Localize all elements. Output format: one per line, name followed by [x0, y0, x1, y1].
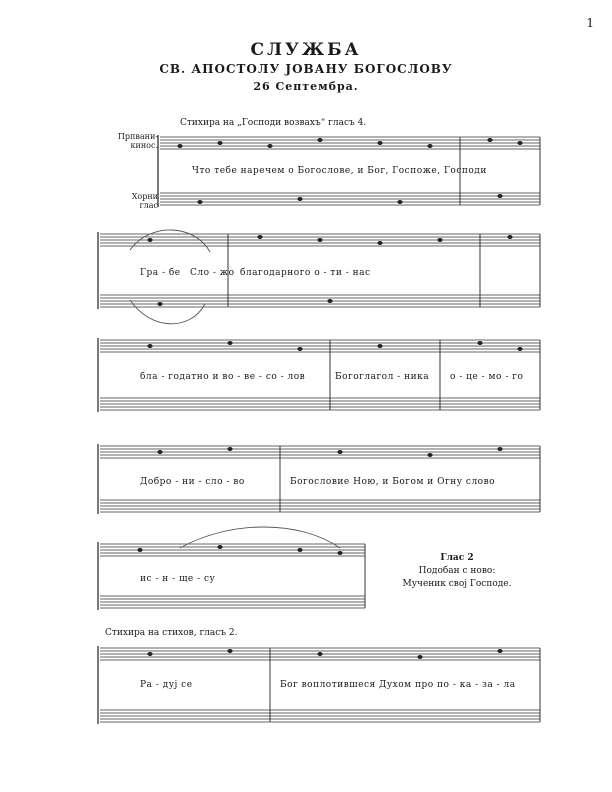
lyric-line-6a: Ра - дуј се — [140, 680, 193, 690]
lyric-line-3a: бла - годатно и во - ве - со - лов — [140, 372, 306, 382]
stichera-heading: Стихира на стихов, гласъ 2. — [105, 628, 238, 638]
page-title: СЛУЖБА — [250, 40, 362, 60]
page-subtitle: СВ. АПОСТОЛУ ЈОВАНУ БОГОСЛОВУ — [159, 62, 453, 76]
voice-label-bottom-line2: глас — [139, 201, 158, 210]
voice-label-top-line1: Прпвани- — [117, 132, 158, 141]
lyric-line-4b: Богословие Ною, и Богом и Огну слово — [290, 477, 496, 487]
lyric-line-3b: Богоглагол - ника — [335, 372, 430, 382]
sticheron-heading: Стихира на „Господи возвахъ“ гласъ 4. — [180, 118, 367, 128]
feast-date: 26 Септембра. — [253, 80, 359, 93]
lyric-line-5: ис - н - ще - су — [140, 574, 216, 584]
voice-label-top-line2: кинос. — [130, 141, 158, 150]
glas-podoban: Подобан с ново: — [418, 566, 496, 576]
lyric-line-2a: Гра - бе — [140, 268, 181, 278]
lyric-line-2b: Сло - жо — [190, 268, 235, 278]
glas-block — [372, 552, 542, 591]
lyric-line-6b: Бог воплотившеся Духом про по - ка - за - ла — [280, 680, 516, 690]
glas-number: Глас 2 — [440, 553, 474, 563]
lyric-line-2c: благодарного о - ти - нас — [240, 268, 371, 278]
bar-lines — [228, 137, 540, 722]
lyric-line-1: Что тебе наречем о Богослове, и Бог, Госпоже, Господи — [192, 166, 487, 176]
lyric-line-3c: о - це - мо - го — [450, 372, 524, 382]
glas-incipit: Мученик свој Господе. — [402, 579, 512, 589]
voice-label-bottom-line1: Хорни — [131, 192, 158, 201]
page-number: 1 — [586, 16, 594, 30]
lyric-line-4a: Добро - ни - сло - во — [140, 477, 245, 487]
